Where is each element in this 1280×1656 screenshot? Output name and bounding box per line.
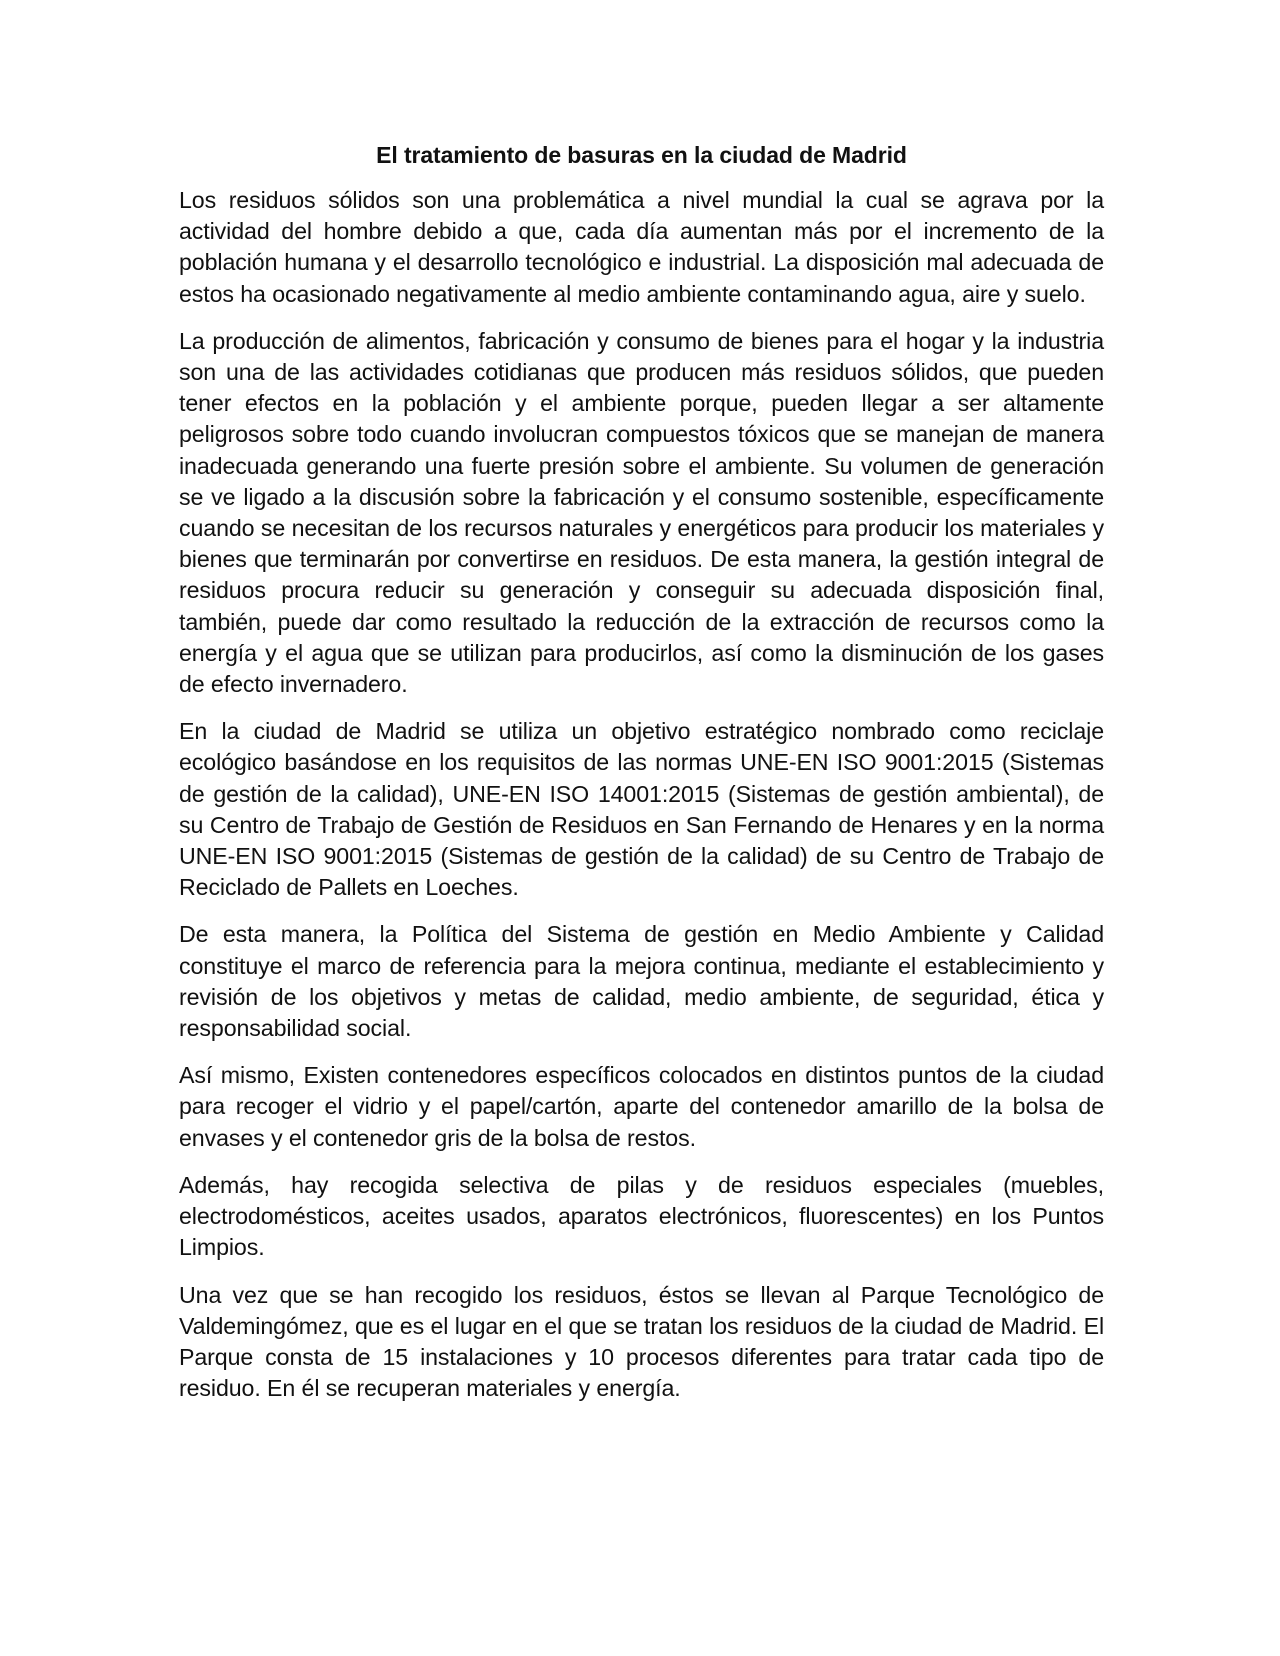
paragraph-6: Además, hay recogida selectiva de pilas y de residuos especiales (muebles, electrodomésticos, aceites usados, aparatos electrónicos, fluorescentes) en los Puntos Limpios. <box>179 1171 1104 1261</box>
paragraph-3: En la ciudad de Madrid se utiliza un objetivo estratégico nombrado como reciclaje ecológico basándose en los requisitos de las normas UNE-EN ISO 9001:2015 (Sistemas de gestión de la calidad), UNE-EN ISO 14001:2015 (Sistemas de gestión ambiental), de su Centro de Trabajo de Gestión de Residuos en San Fernando de Henares y en la norma UNE-EN ISO 9001:2015 (Sistemas de gestión de la calidad) de su Centro de Trabajo de Reciclado de Pallets en Loeches. <box>179 718 1104 901</box>
document-body <box>179 140 1104 1420</box>
paragraph-2: La producción de alimentos, fabricación y consumo de bienes para el hogar y la industria son una de las actividades cotidianas que producen más residuos sólidos, que pueden tener efectos en la población y el ambiente porque, pueden llegar a ser altamente peligrosos sobre todo cuando involucran compuestos tóxicos que se manejan de manera inadecuada generando una fuerte presión sobre el ambiente. Su volumen de generación se ve ligado a la discusión sobre la fabricación y el consumo sostenible, específicamente cuando se necesitan de los recursos naturales y energéticos para producir los materiales y bienes que terminarán por convertirse en residuos. De esta manera, la gestión integral de residuos procura reducir su generación y conseguir su adecuada disposición final, también, puede dar como resultado la reducción de la extracción de recursos como la energía y el agua que se utilizan para producirlos, así como la disminución de los gases de efecto invernadero. <box>179 327 1104 698</box>
document-title: El tratamiento de basuras en la ciudad de Madrid <box>376 142 907 168</box>
paragraph-7: Una vez que se han recogido los residuos, éstos se llevan al Parque Tecnológico de Valdemingómez, que es el lugar en el que se tratan los residuos de la ciudad de Madrid. El Parque consta de 15 instalaciones y 10 procesos diferentes para tratar cada tipo de residuo. En él se recuperan materiales y energía. <box>179 1281 1104 1402</box>
paragraph-4: De esta manera, la Política del Sistema de gestión en Medio Ambiente y Calidad constituye el marco de referencia para la mejora continua, mediante el establecimiento y revisión de los objetivos y metas de calidad, medio ambiente, de seguridad, ética y responsabilidad social. <box>179 921 1104 1042</box>
paragraph-5: Así mismo, Existen contenedores específicos colocados en distintos puntos de la ciudad para recoger el vidrio y el papel/cartón, aparte del contenedor amarillo de la bolsa de envases y el contenedor gris de la bolsa de restos. <box>179 1062 1104 1151</box>
paragraph-1: Los residuos sólidos son una problemática a nivel mundial la cual se agrava por la actividad del hombre debido a que, cada día aumentan más por el incremento de la población humana y el desarrollo tecnológico e industrial. La disposición mal adecuada de estos ha ocasionado negativamente al medio ambiente contaminando agua, aire y suelo. <box>179 187 1104 307</box>
